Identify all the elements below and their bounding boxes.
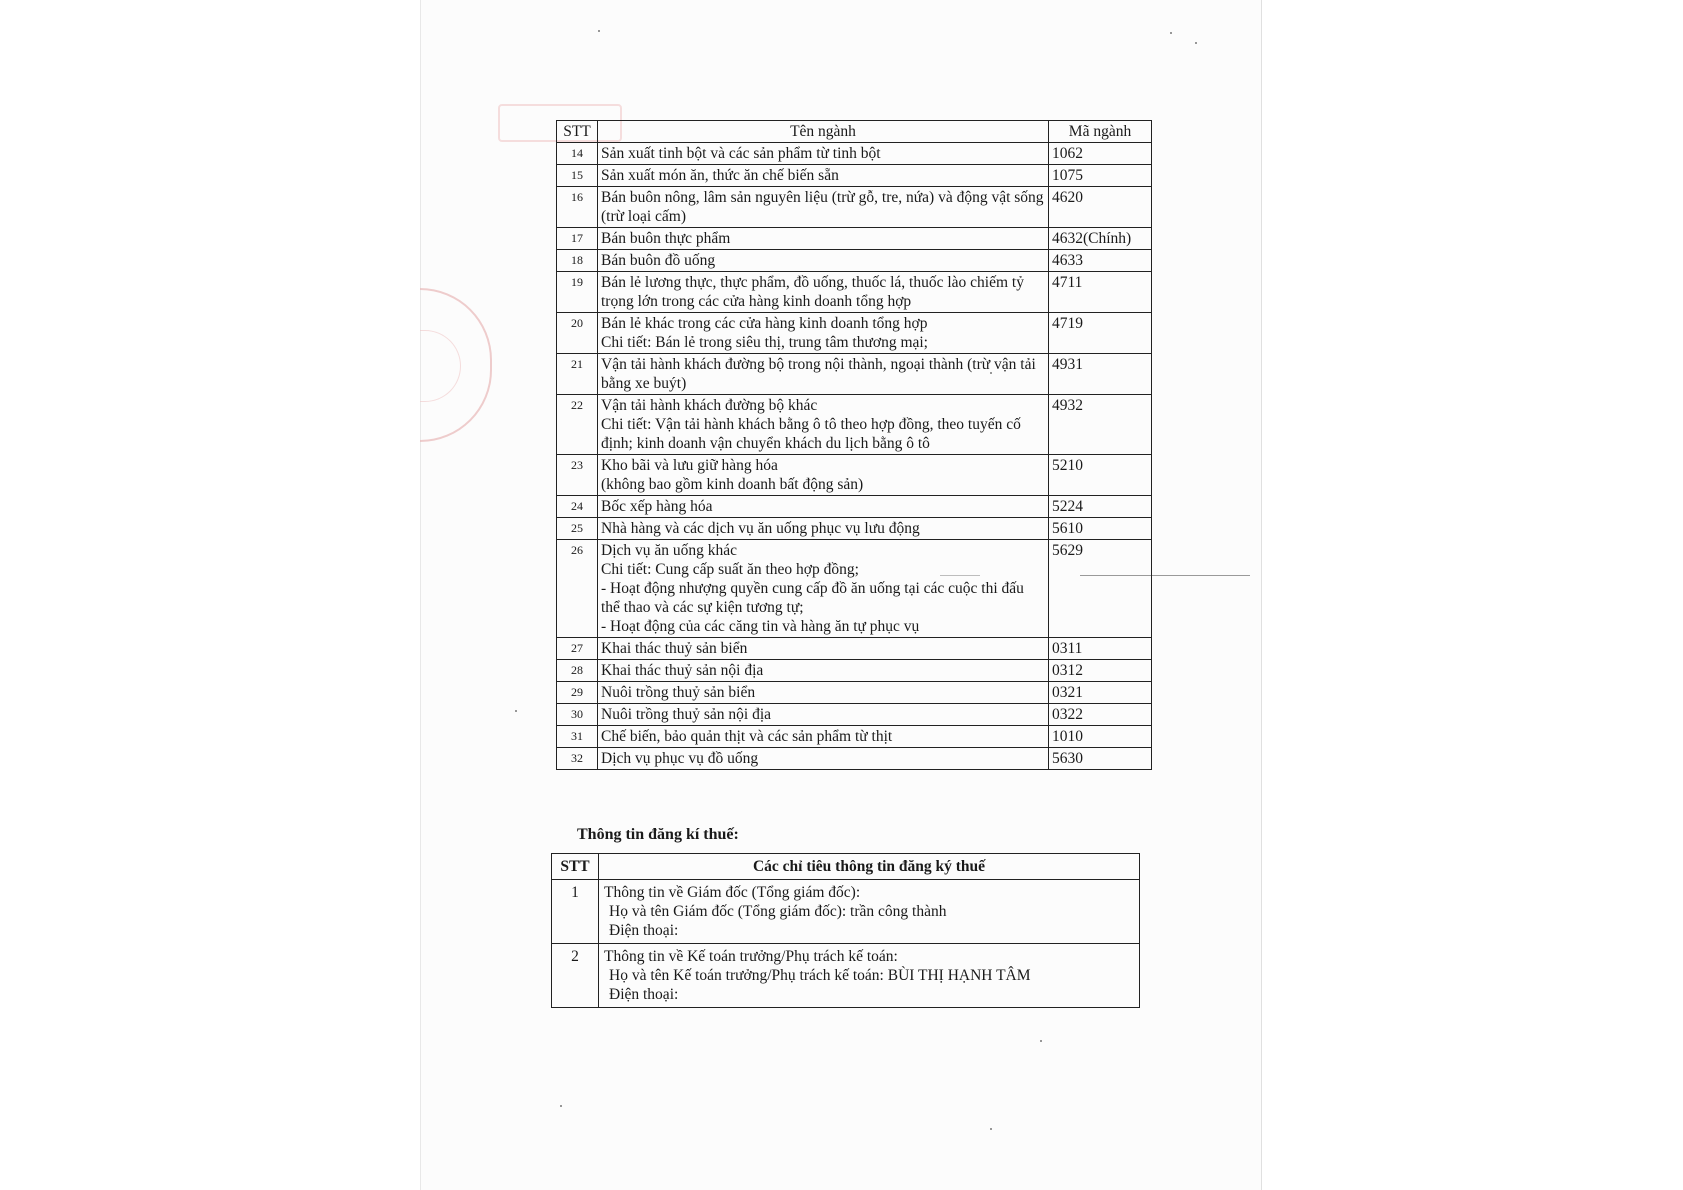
table-row — [557, 272, 1152, 313]
industry-code: 4719 — [1049, 313, 1152, 354]
accountant-info-title: Thông tin về Kế toán trưởng/Phụ trách kế toán: — [604, 948, 898, 965]
table-row — [557, 704, 1152, 726]
industry-name-line: Sản xuất món ăn, thức ăn chế biến sẵn — [601, 167, 839, 184]
industry-name-cell — [598, 660, 1049, 682]
row-stt: 29 — [557, 682, 598, 704]
row-stt: 24 — [557, 496, 598, 518]
industry-name-line: Nhà hàng và các dịch vụ ăn uống phục vụ lưu động — [601, 520, 920, 537]
industry-name-cell — [598, 540, 1049, 638]
table-row — [557, 228, 1152, 250]
table-row — [557, 638, 1152, 660]
row-stt: 2 — [552, 944, 599, 1008]
accountant-name: Họ và tên Kế toán trưởng/Phụ trách kế toán: BÙI THỊ HẠNH TÂM — [609, 967, 1031, 984]
table-row — [557, 165, 1152, 187]
director-phone: Điện thoại: — [609, 922, 679, 939]
industry-code: 0322 — [1049, 704, 1152, 726]
industry-name-cell — [598, 165, 1049, 187]
industry-name-cell — [598, 682, 1049, 704]
tax-info-table — [551, 853, 1140, 1008]
industry-code: 5610 — [1049, 518, 1152, 540]
director-info-title: Thông tin về Giám đốc (Tổng giám đốc): — [604, 884, 861, 901]
scan-speck — [1170, 32, 1172, 34]
row-stt: 15 — [557, 165, 598, 187]
industry-name-line: Chi tiết: Vận tải hành khách bằng ô tô theo hợp đồng, theo tuyến cố định; kinh doanh vận chuyển khách du lịch bằng ô tô — [601, 416, 1021, 452]
industry-name-line: Nuôi trồng thuỷ sản nội địa — [601, 706, 772, 723]
table-header-row — [552, 854, 1140, 880]
industry-code: 5224 — [1049, 496, 1152, 518]
header-industry-code: Mã ngành — [1049, 121, 1152, 143]
industry-name-cell — [598, 228, 1049, 250]
scan-speck — [560, 1105, 562, 1107]
table-row — [557, 354, 1152, 395]
industry-name-cell — [598, 638, 1049, 660]
table-row — [557, 496, 1152, 518]
industry-name-line: - Hoạt động nhượng quyền cung cấp đồ ăn uống tại các cuộc thi đấu thể thao và các sự kiện tương tự; — [601, 580, 1024, 616]
table-row — [557, 540, 1152, 638]
industry-code: 5630 — [1049, 748, 1152, 770]
industry-code: 1062 — [1049, 143, 1152, 165]
industry-name-cell — [598, 187, 1049, 228]
industry-name-line: Dịch vụ ăn uống khác — [601, 542, 738, 559]
table-header-row — [557, 121, 1152, 143]
industry-name-cell — [598, 395, 1049, 455]
table-row — [557, 143, 1152, 165]
industry-code: 4620 — [1049, 187, 1152, 228]
industry-code: 0312 — [1049, 660, 1152, 682]
industry-name-line: Chi tiết: Cung cấp suất ăn theo hợp đồng; — [601, 561, 859, 578]
row-stt: 23 — [557, 455, 598, 496]
industry-code: 4931 — [1049, 354, 1152, 395]
tax-indicator-cell — [599, 880, 1140, 944]
industry-code: 4711 — [1049, 272, 1152, 313]
industry-name-cell — [598, 726, 1049, 748]
header-stt: STT — [557, 121, 598, 143]
industry-name-cell — [598, 143, 1049, 165]
industry-name-line: Bán lẻ lương thực, thực phẩm, đồ uống, thuốc lá, thuốc lào chiếm tỷ trọng lớn trong các cửa hàng kinh doanh tổng hợp — [601, 274, 1024, 310]
director-name: Họ và tên Giám đốc (Tổng giám đốc): trần công thành — [609, 903, 947, 920]
table-row — [557, 455, 1152, 496]
row-stt: 19 — [557, 272, 598, 313]
tax-indicator-cell — [599, 944, 1140, 1008]
row-stt: 26 — [557, 540, 598, 638]
row-stt: 22 — [557, 395, 598, 455]
scan-speck — [990, 1128, 992, 1130]
scan-speck — [598, 30, 600, 32]
industry-name-cell — [598, 272, 1049, 313]
row-stt: 1 — [552, 880, 599, 944]
row-stt: 16 — [557, 187, 598, 228]
table-row — [557, 518, 1152, 540]
industry-code: 4632(Chính) — [1049, 228, 1152, 250]
industry-table-body — [557, 143, 1152, 770]
table-row — [557, 682, 1152, 704]
header-stt: STT — [552, 854, 599, 880]
industry-name-cell — [598, 518, 1049, 540]
industry-code: 0311 — [1049, 638, 1152, 660]
industry-name-line: Khai thác thuỷ sản nội địa — [601, 662, 764, 679]
industry-name-line: Chế biến, bảo quản thịt và các sản phẩm từ thịt — [601, 728, 893, 745]
tax-info-heading: Thông tin đăng kí thuế: — [577, 826, 739, 843]
header-industry-name: Tên ngành — [598, 121, 1049, 143]
industry-name-cell — [598, 354, 1049, 395]
industry-name-line: Dịch vụ phục vụ đồ uống — [601, 750, 759, 767]
table-row — [557, 660, 1152, 682]
industry-name-line: Bán buôn đồ uống — [601, 252, 716, 269]
industry-name-cell — [598, 250, 1049, 272]
industry-name-line: Vận tải hành khách đường bộ khác — [601, 397, 818, 414]
header-tax-indicator: Các chỉ tiêu thông tin đăng ký thuế — [599, 854, 1140, 880]
table-row — [557, 395, 1152, 455]
industry-name-line: Bán lẻ khác trong các cửa hàng kinh doanh tổng hợp — [601, 315, 928, 332]
industry-name-line: Chi tiết: Bán lẻ trong siêu thị, trung tâm thương mại; — [601, 334, 928, 351]
table-row — [557, 187, 1152, 228]
tax-table-body — [552, 880, 1140, 1008]
industry-name-cell — [598, 455, 1049, 496]
scan-speck — [1195, 42, 1197, 44]
industry-name-line: - Hoạt động của các căng tin và hàng ăn tự phục vụ — [601, 618, 920, 635]
industry-name-cell — [598, 496, 1049, 518]
scan-speck — [515, 710, 517, 712]
industry-code: 5210 — [1049, 455, 1152, 496]
row-stt: 32 — [557, 748, 598, 770]
industry-name-cell — [598, 313, 1049, 354]
industry-name-line: Bán buôn nông, lâm sản nguyên liệu (trừ gỗ, tre, nứa) và động vật sống — [601, 189, 1044, 206]
row-stt: 31 — [557, 726, 598, 748]
row-stt: 17 — [557, 228, 598, 250]
table-row — [557, 726, 1152, 748]
table-row — [557, 250, 1152, 272]
table-row — [552, 944, 1140, 1008]
industry-name-line: Vận tải hành khách đường bộ trong nội thành, ngoại thành (trừ vận tải bằng xe buýt) — [601, 356, 1036, 392]
industry-name-cell — [598, 704, 1049, 726]
industry-name-line: Nuôi trồng thuỷ sản biển — [601, 684, 756, 701]
industry-code: 1075 — [1049, 165, 1152, 187]
industry-code: 4932 — [1049, 395, 1152, 455]
industry-name-line: Khai thác thuỷ sản biển — [601, 640, 748, 657]
row-stt: 21 — [557, 354, 598, 395]
accountant-phone: Điện thoại: — [609, 986, 679, 1003]
table-row — [552, 880, 1140, 944]
industry-name-line: (trừ loại cấm) — [601, 208, 687, 225]
industry-name-line: (không bao gồm kinh doanh bất động sản) — [601, 476, 864, 493]
row-stt: 30 — [557, 704, 598, 726]
row-stt: 20 — [557, 313, 598, 354]
row-stt: 25 — [557, 518, 598, 540]
row-stt: 18 — [557, 250, 598, 272]
table-row — [557, 748, 1152, 770]
industry-code: 4633 — [1049, 250, 1152, 272]
row-stt: 28 — [557, 660, 598, 682]
table-row — [557, 313, 1152, 354]
industry-name-cell — [598, 748, 1049, 770]
industry-name-line: Bốc xếp hàng hóa — [601, 498, 713, 515]
scan-speck — [1040, 1040, 1042, 1042]
industry-table — [556, 120, 1152, 770]
industry-name-line: Kho bãi và lưu giữ hàng hóa — [601, 457, 778, 474]
industry-name-line: Bán buôn thực phẩm — [601, 230, 731, 247]
industry-code: 5629 — [1049, 540, 1152, 638]
industry-code: 1010 — [1049, 726, 1152, 748]
row-stt: 14 — [557, 143, 598, 165]
industry-code: 0321 — [1049, 682, 1152, 704]
industry-name-line: Sản xuất tinh bột và các sản phẩm từ tinh bột — [601, 145, 881, 162]
row-stt: 27 — [557, 638, 598, 660]
